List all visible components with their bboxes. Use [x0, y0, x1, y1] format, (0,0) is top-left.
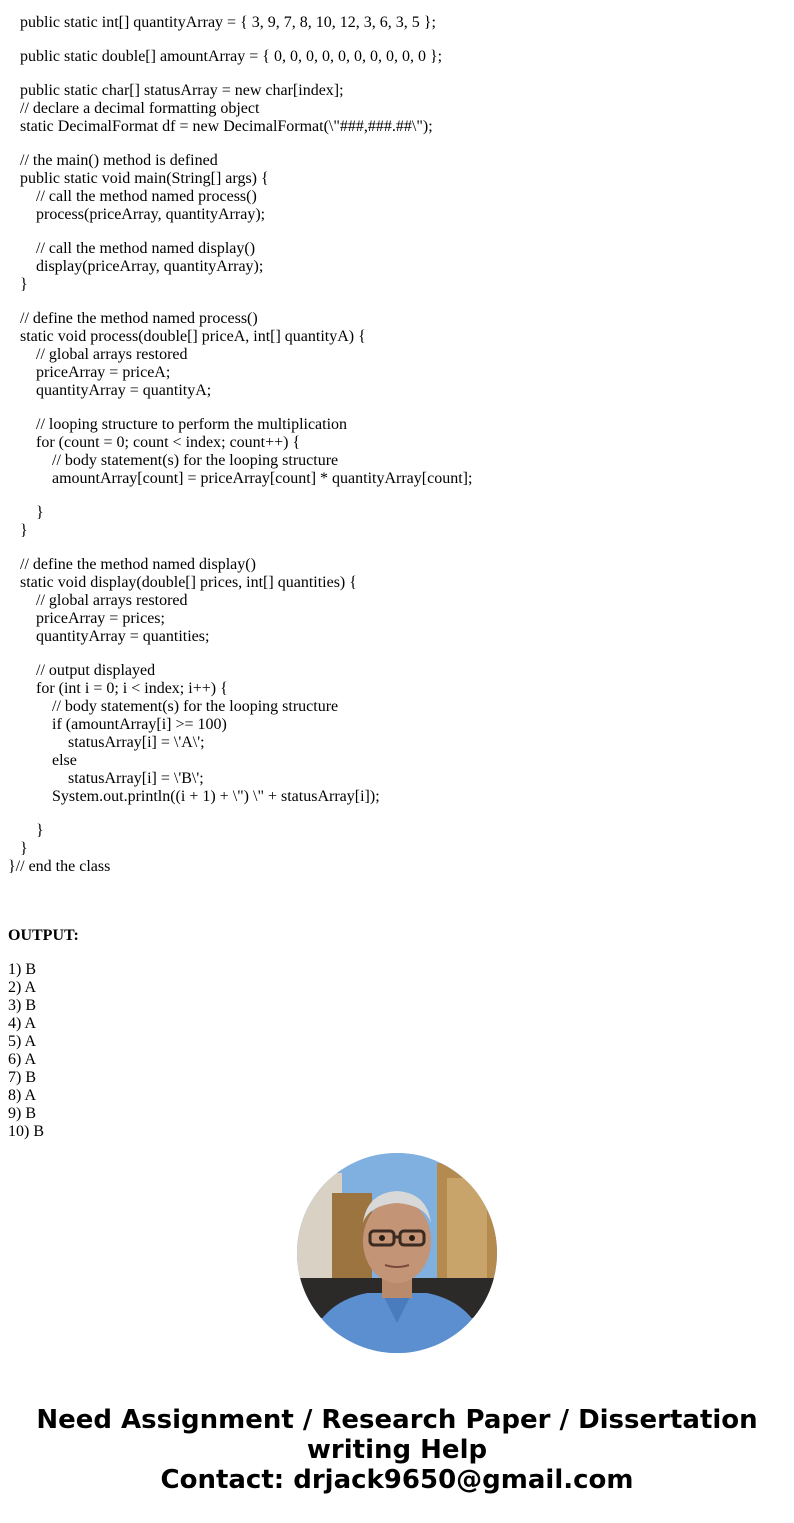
output-heading: OUTPUT: — [8, 927, 79, 944]
code-line: static DecimalFormat df = new DecimalFormat(\"###,###.##\"); — [8, 118, 433, 135]
code-line: } — [8, 276, 28, 293]
code-line: public static double[] amountArray = { 0, 0, 0, 0, 0, 0, 0, 0, 0, 0 }; — [8, 48, 443, 65]
blank-line — [8, 66, 472, 82]
output-line: 5) A — [8, 1033, 36, 1050]
code-line: for (count = 0; count < index; count++) { — [8, 434, 301, 451]
code-line: // define the method named display() — [8, 556, 256, 573]
blank-line — [8, 294, 472, 310]
code-line: // body statement(s) for the looping structure — [8, 452, 339, 469]
code-line: else — [8, 752, 77, 769]
output-line: 1) B — [8, 961, 36, 978]
code-line: } — [8, 522, 28, 539]
blank-line — [8, 400, 472, 416]
code-line: for (int i = 0; i < index; i++) { — [8, 680, 228, 697]
code-line: quantityArray = quantities; — [8, 628, 210, 645]
code-line: // global arrays restored — [8, 592, 188, 609]
code-line: statusArray[i] = \'A\'; — [8, 734, 205, 751]
code-line: } — [8, 504, 44, 521]
output-line: 6) A — [8, 1051, 36, 1068]
code-line: // looping structure to perform the multiplication — [8, 416, 348, 433]
blank-line — [8, 136, 472, 152]
output-line: 4) A — [8, 1015, 36, 1032]
code-line: static void display(double[] prices, int[] quantities) { — [8, 574, 357, 591]
promo-contact: Contact: drjack9650@gmail.com — [160, 1465, 634, 1495]
code-line: // output displayed — [8, 662, 156, 679]
output-line: 7) B — [8, 1069, 36, 1086]
code-line: quantityArray = quantityA; — [8, 382, 212, 399]
code-line: // call the method named process() — [8, 188, 257, 205]
code-line: process(priceArray, quantityArray); — [8, 206, 266, 223]
blank-line — [8, 540, 472, 556]
output-line: 8) A — [8, 1087, 36, 1104]
output-section — [8, 927, 79, 1141]
promo-banner — [0, 1405, 794, 1495]
blank-line — [8, 32, 472, 48]
code-line: }// end the class — [8, 858, 111, 875]
code-line: // define the method named process() — [8, 310, 258, 327]
code-line: public static int[] quantityArray = { 3, 9, 7, 8, 10, 12, 3, 6, 3, 5 }; — [8, 14, 436, 31]
code-line: } — [8, 822, 44, 839]
blank-line — [8, 488, 472, 504]
code-line: if (amountArray[i] >= 100) — [8, 716, 227, 733]
code-line: amountArray[count] = priceArray[count] * quantityArray[count]; — [8, 470, 473, 487]
code-line: public static char[] statusArray = new char[index]; — [8, 82, 344, 99]
code-line: } — [8, 840, 28, 857]
code-line: // global arrays restored — [8, 346, 188, 363]
code-line: static void process(double[] priceA, int[] quantityA) { — [8, 328, 366, 345]
code-line: System.out.println((i + 1) + \") \" + statusArray[i]); — [8, 788, 380, 805]
code-line: // call the method named display() — [8, 240, 256, 257]
code-listing — [8, 14, 472, 876]
author-avatar — [297, 1153, 497, 1353]
code-line: public static void main(String[] args) { — [8, 170, 269, 187]
code-line: statusArray[i] = \'B\'; — [8, 770, 204, 787]
code-line: // the main() method is defined — [8, 152, 218, 169]
spacer — [8, 945, 79, 961]
code-line: display(priceArray, quantityArray); — [8, 258, 264, 275]
output-line: 2) A — [8, 979, 36, 996]
output-line: 9) B — [8, 1105, 36, 1122]
output-line: 3) B — [8, 997, 36, 1014]
promo-line-2: writing Help — [306, 1435, 488, 1465]
code-line: // declare a decimal formatting object — [8, 100, 260, 117]
output-line: 10) B — [8, 1123, 44, 1140]
promo-line-1: Need Assignment / Research Paper / Dissertation — [36, 1405, 758, 1435]
blank-line — [8, 806, 472, 822]
output-list — [8, 961, 79, 1141]
code-line: priceArray = prices; — [8, 610, 165, 627]
code-line: // body statement(s) for the looping structure — [8, 698, 339, 715]
blank-line — [8, 224, 472, 240]
blank-line — [8, 646, 472, 662]
author-portrait-image — [297, 1153, 497, 1353]
code-line: priceArray = priceA; — [8, 364, 171, 381]
